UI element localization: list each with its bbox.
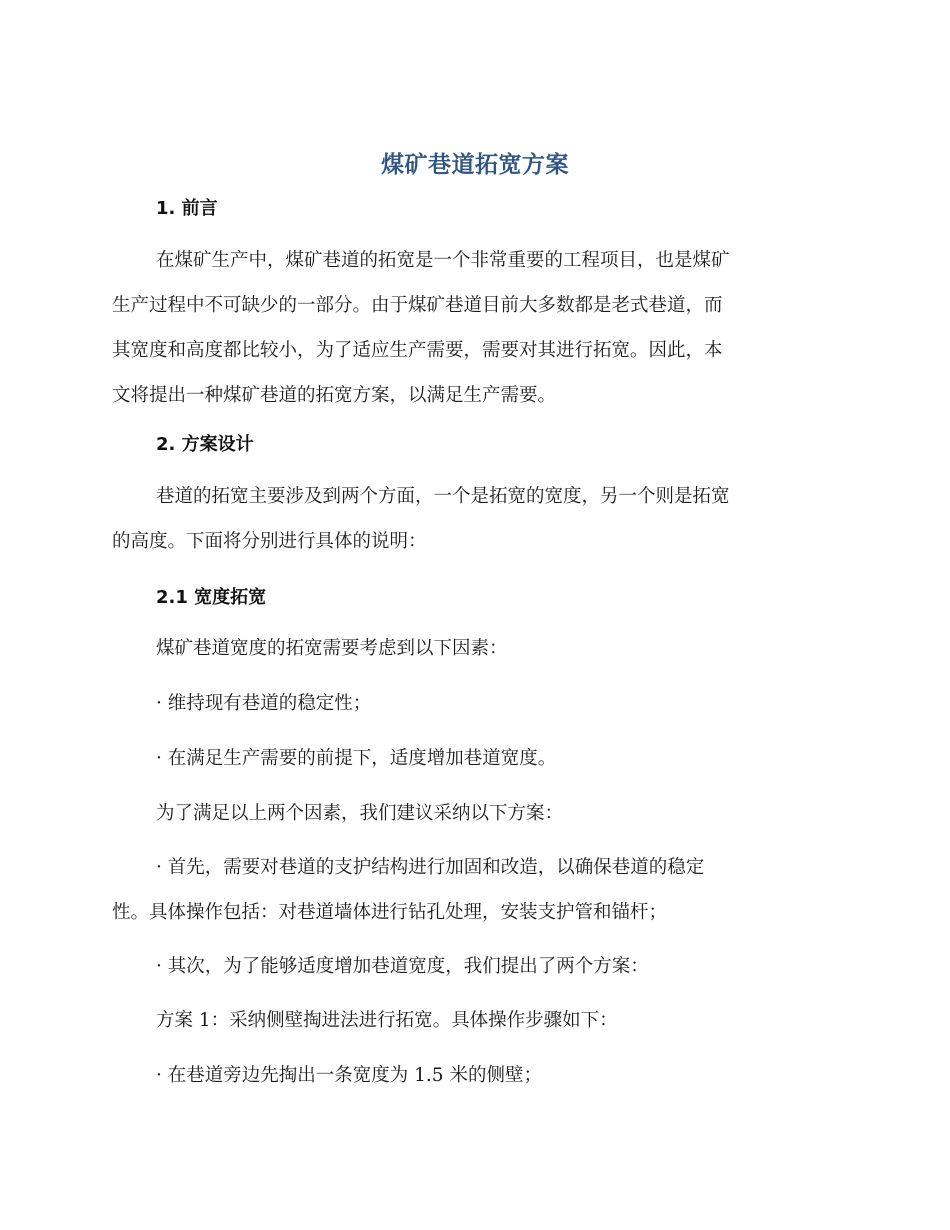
paragraph-plan-1	[112, 998, 832, 1043]
heading-width-expansion: 2.1 宽度拓宽	[156, 587, 267, 608]
list-item-first	[112, 845, 832, 935]
paragraph-line: 文将提出一种煤矿巷道的拓宽方案，以满足生产需要。	[112, 385, 557, 406]
list-item-text: · 首先，需要对巷道的支护结构进行加固和改造，以确保巷道的稳定	[156, 857, 705, 878]
paragraph-suggest	[112, 791, 832, 836]
paragraph-line: 的高度。下面将分别进行具体的说明：	[112, 531, 427, 552]
paragraph-line: 为了满足以上两个因素，我们建议采纳以下方案：	[156, 803, 564, 824]
paragraph-line: 在煤矿生产中，煤矿巷道的拓宽是一个非常重要的工程项目，也是煤矿	[156, 250, 730, 271]
paragraph-line: 巷道的拓宽主要涉及到两个方面，一个是拓宽的宽度，另一个则是拓宽	[156, 486, 730, 507]
list-item-text: · 在满足生产需要的前提下，适度增加巷道宽度。	[156, 748, 557, 769]
paragraph-design	[112, 474, 832, 564]
list-item-text: · 维持现有巷道的稳定性；	[156, 693, 372, 714]
list-item-factor-2	[112, 736, 832, 781]
heading-preface: 1. 前言	[156, 198, 218, 219]
heading-design: 2. 方案设计	[156, 434, 254, 455]
paragraph-line: 方案 1：采纳侧壁掏进法进行拓宽。具体操作步骤如下：	[156, 1010, 618, 1031]
list-item-text: 性。具体操作包括：对巷道墙体进行钻孔处理，安装支护管和锚杆；	[112, 902, 668, 923]
paragraph-line: 生产过程中不可缺少的一部分。由于煤矿巷道目前大多数都是老式巷道，而	[112, 295, 723, 316]
list-item-second	[112, 944, 832, 989]
list-item-factor-1	[112, 681, 832, 726]
paragraph-line: 其宽度和高度都比较小，为了适应生产需要，需要对其进行拓宽。因此，本	[112, 340, 723, 361]
list-item-step-1	[112, 1053, 832, 1098]
document-title: 煤矿巷道拓宽方案	[381, 152, 569, 178]
list-item-text: · 其次，为了能够适度增加巷道宽度，我们提出了两个方案：	[156, 956, 649, 977]
paragraph-intro	[112, 238, 832, 418]
list-item-text: · 在巷道旁边先掏出一条宽度为 1.5 米的侧壁；	[156, 1065, 542, 1086]
paragraph-line: 煤矿巷道宽度的拓宽需要考虑到以下因素：	[156, 638, 508, 659]
paragraph-width-intro	[112, 626, 832, 671]
